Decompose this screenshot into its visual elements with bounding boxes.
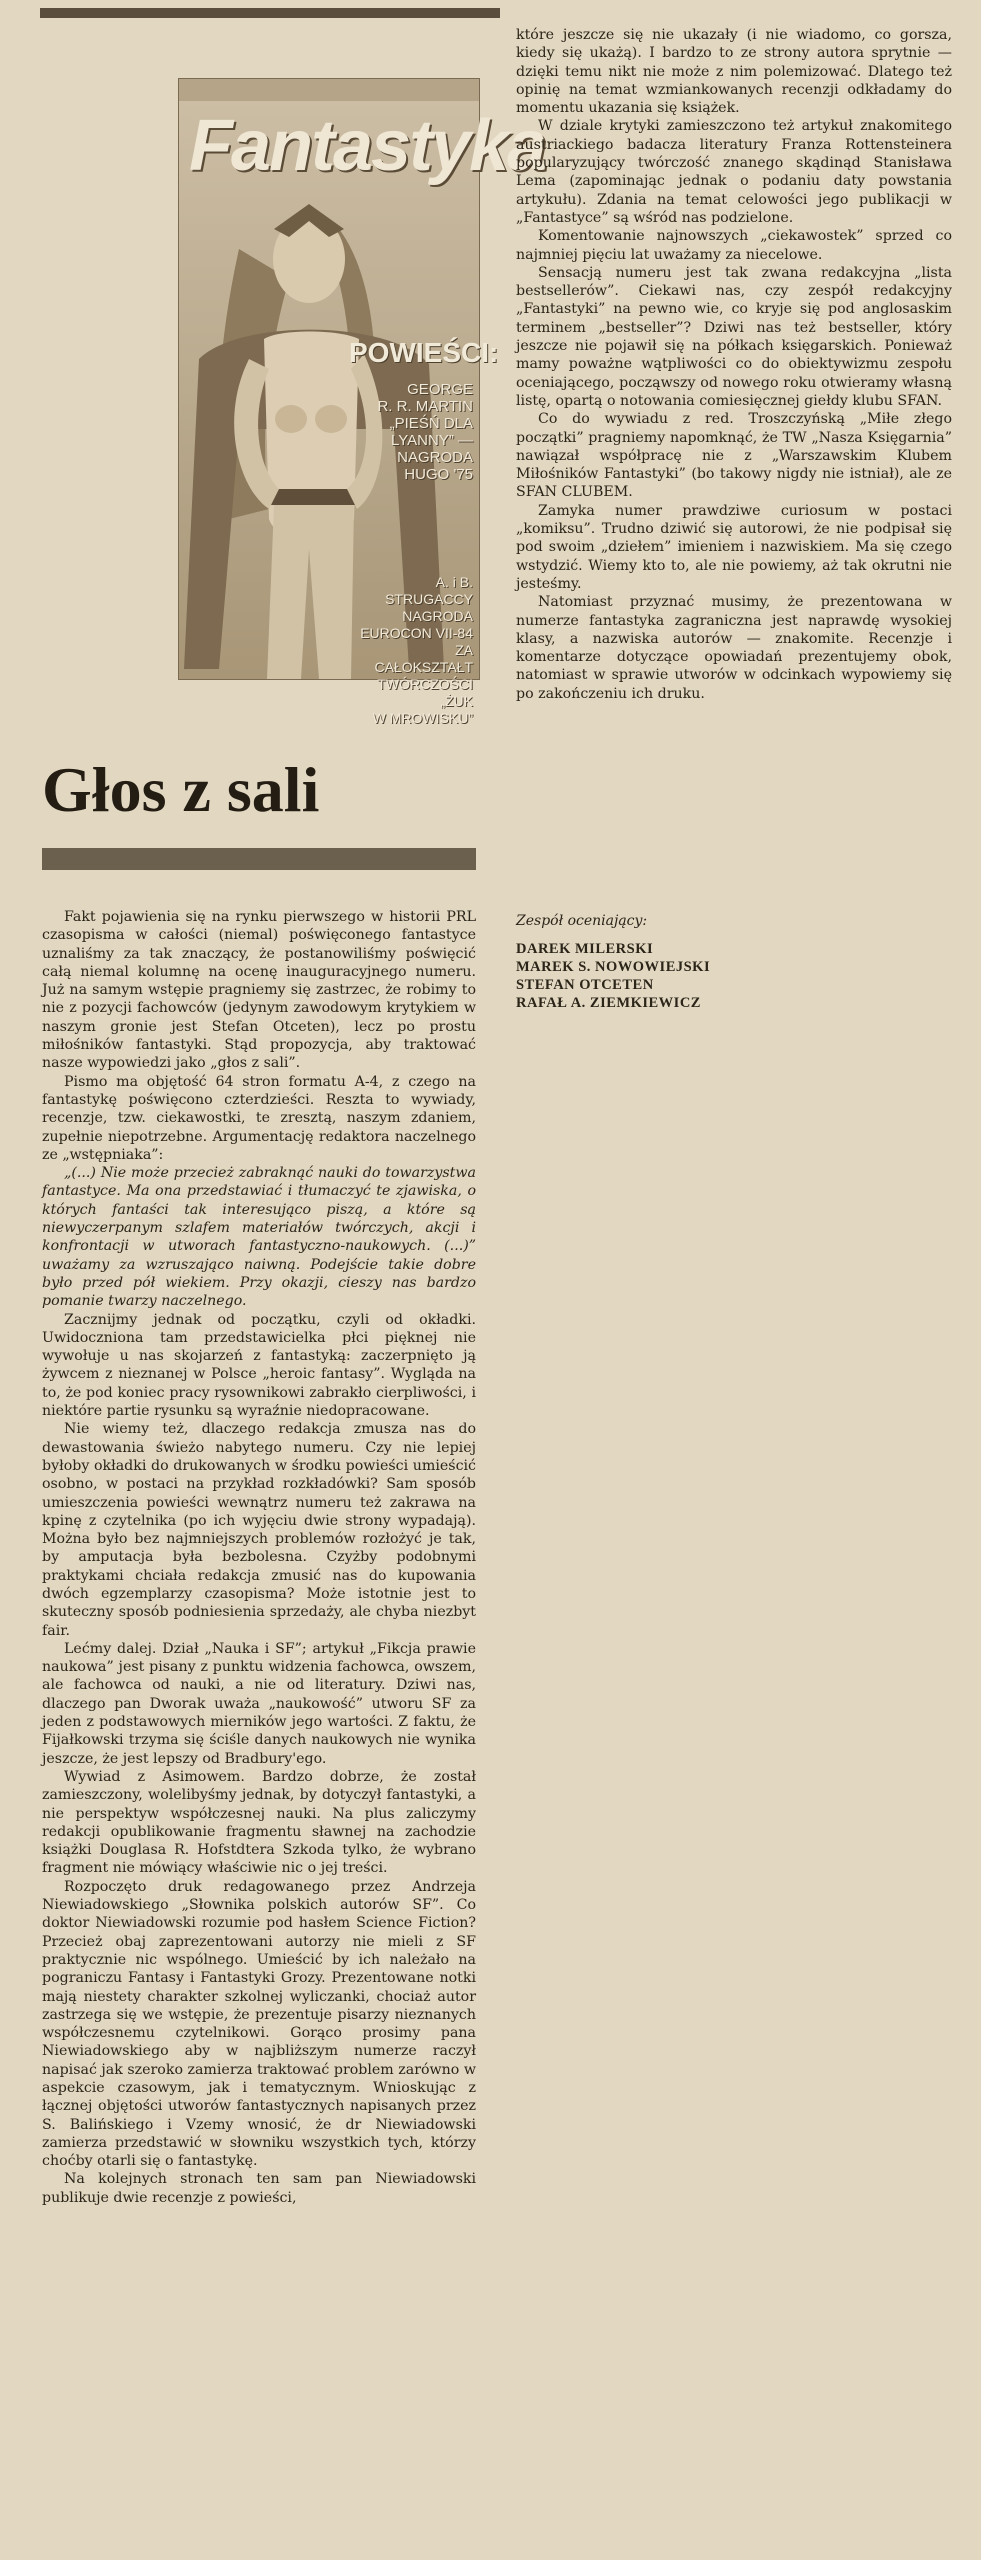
article-paragraph: Rozpoczęto druk redagowanego przez Andrzeja Niewiadowskiego „Słownika polskich autorów SF”. Co doktor Niewiadowski rozumie pod hasłem Science Fiction? Przecież obaj zaprezentowani autorzy nie mieli z SF praktycznie nic wspólnego. Umieścić by ich należało na pograniczu Fantasy i Fantastyki Grozy. Prezentowane notki mają niestety charakter szkolnej wyliczanki, chociaż autor zastrzega się we wstępie, że prezentuje pisarzy nieznanych współczesnemu czytelnikowi. Gorąco prosimy pana Niewiadowskiego aby w najbliższym numerze raczył napisać jak szeroko zamierza traktować problem zarówno w aspekcie czasowym, jak i tematycznym. Wnioskując z łącznej objętości utworów fantastycznych napisanych przez S. Balińskiego i Vzemy wnosić, że dr Niewiadowski zamierza przedstawić w słowniku wszystkich tych, którzy choćby otarli się o fantastykę. [42,1878,477,2170]
cover-story-line: W MROWISKU” [372,710,473,726]
cover-novel-line: LYANNY” — [391,432,473,449]
cover-story-credit [355,574,473,727]
article-paragraph: Nie wiemy też, dlaczego redakcja zmusza nas do dewastowania świeżo nabytego numeru. Czy nie lepiej byłoby okładki do drukowanych w środku powieści umieścić osobno, w postaci na przykład rozkładówki? Sam sposób umieszczenia powieści wewnątrz numeru też zakrawa na kpinę z czytelnika (po ich wyjęciu dwie strony wypadają). Można było bez najmniejszych problemów rozłożyć je tak, by amputacja była bezbolesna. Czyżby podobnymi praktykami chciała redakcja zmusić nas do kupowania dwóch egzemplarzy czasopisma? Może istotnie jest to skuteczny sposób podniesienia sprzedaży, ale chyba niezbyt fair. [42,1421,476,1639]
cover-novel-line: NAGRODA [397,449,473,466]
cover-story-line: ZA [455,642,473,658]
article-paragraph: Zacznijmy jednak od początku, czyli od okładki. Uwidoczniona tam przedstawicielka płci pięknej nie wywołuje u nas skojarzeń z fantastyką: zaczerpnięto ją żywcem z nieznanej w Polsce „heroic fantasy”. Wygląda na to, że pod koniec pracy rysownikowi zabrakło cierpliwości, i niektóre partie rysunku są wyraźnie niedopracowane. [42,1311,476,1420]
article-paragraph: Komentowanie najnowszych „ciekawostek” sprzed co najmniej pięciu lat uważamy za niecelowe. [516,228,952,263]
article-paragraph: Pismo ma objętość 64 stron formatu A-4, z czego na fantastykę poświęcono czterdzieści. Reszta to wywiady, recenzje, tzw. ciekawostki, te zresztą, naszym zdaniem, zupełnie niepotrzebne. Argumentację redaktora naczelnego ze „wstępniaka”: [42,1073,476,1163]
article-headline: Głos z sali [42,754,320,825]
article-body [42,908,476,2207]
cover-section-label: POWIEŚCI: [349,337,499,368]
article-paragraph: Na kolejnych stronach ten sam pan Niewiadowski publikuje dwie recenzje z powieści, [42,2171,476,2206]
cover-story-line: NAGRODA [402,608,473,624]
cover-story-line: STRUGACCY [385,591,473,607]
cover-novel-credit [357,381,473,483]
figure-chest-right [315,405,347,433]
cover-novel-line: R. R. MARTIN [377,398,473,415]
figure-legs [267,505,354,679]
figure-belt [271,489,357,505]
team-member: MAREK S. NOWOWIEJSKI [516,959,711,975]
article-paragraph: Fakt pojawienia się na rynku pierwszego w historii PRL czasopisma w całości (niemal) poświęconego fantastyce uznaliśmy za tak znaczący, że postanowiliśmy poświęcić całą niemal kolumnę na ocenę inauguracyjnego numeru. Już na samym wstępie pragniemy się zastrzec, że robimy to nie z pozycji fachowców (jedynym zawodowym krytykiem w naszym gronie jest Stefan Otceten), lecz po prostu miłośników fantastyki. Stąd propozycja, aby traktować nasze wypowiedzi jako „głos z sali”. [42,909,476,1072]
top-rule [40,8,500,18]
cover-story-line: CAŁOKSZTAŁT [374,659,473,675]
team-member: DAREK MILERSKI [516,941,654,957]
headline-rule [42,848,476,870]
figure-chest-left [275,405,307,433]
article-paragraph: Lećmy dalej. Dział „Nauka i SF”; artykuł „Fikcja prawie naukowa” jest pisany z punktu widzenia fachowca, owszem, ale fachowca od nauki, a nie od literatury. Dziwi nas, dlaczego pan Dworak uważa „naukowość” utworu SF za jeden z podstawowych mierników jego wartości. Z faktu, że Fijałkowski trzyma się ściśle danych naukowych nie wynika jeszcze, że jest lepszy od Bradbury'ego. [42,1640,476,1767]
cover-story-line: EUROCON VII-84 [360,625,473,641]
article-paragraph: Co do wywiadu z red. Troszczyńską „Miłe złego początki” pragniemy napomknąć, że TW „Nasza Księgarnia” nawiązał współpracę nie z „Warszawskim Klubem Miłośników Fantastyki” (bo takowy nigdy nie istniał), ale ze SFAN CLUBEM. [516,411,952,501]
cover-novel-line: GEORGE [407,381,473,398]
team-label: Zespół oceniający: [516,913,648,929]
magazine-cover [178,78,546,726]
cover-story-line: „ŻUK [440,693,473,709]
cover-story-line: A. i B. [435,574,473,590]
review-team [516,912,952,1012]
article-paragraph: które jeszcze się nie ukazały (i nie wiadomo, co gorsza, kiedy się ukażą). I bardzo to ze strony autora sprytnie — dzięki temu nikt nie może z nim polemizować. Dlatego też opinię na temat wzmiankowanych recenzji odkładamy do momentu ukazania się książek. [516,27,952,117]
cover-masthead: Fantastyka [189,106,546,186]
cover-novel-line: HUGO '75 [404,466,473,483]
article-paragraph: „(...) Nie może przecież zabraknąć nauki do towarzystwa fantastyce. Ma ona przedstawiać i tłumaczyć te zjawiska, o których fantaści tak interesująco piszą, a które są niewyczerpanym szlafem materiałów twórczych, akcji i konfrontacji w utworach fantastyczno-naukowych. (...)” uważamy za wzruszająco naiwną. Podejście takie dobre było przed pół wiekiem. Przy okazji, cieszy nas bardzo pomanie twarzy naczelnego. [42,1165,476,1310]
article-paragraph: Sensacją numeru jest tak zwana redakcyjna „lista bestsellerów”. Ciekawi nas, czy zespół redakcyjny „Fantastyki” na pewno wie, co kryje się pod anglosaskim terminem „bestseller”? Dziwi nas też bestseller, który jeszcze nie pojawił się na półkach księgarskich. Ponieważ mamy poważne wątpliwości co do obiektywizmu zespołu oceniającego, począwszy od nowego roku otwieramy własną listę, opartą o notowania comiesięcznej giełdy klubu SFAN. [516,264,952,409]
article-paragraph: Wywiad z Asimowem. Bardzo dobrze, że został zamieszczony, wolelibyśmy jednak, by dotyczył fantastyki, a nie perspektyw współczesnej nauki. Na plus zaliczymy redakcji opublikowanie fragmentu sławnej na zachodzie książki Douglasa R. Hofstdtera Szkoda tylko, że wybrano fragment nie mówiący właściwie nic o jej treści. [42,1768,476,1877]
team-member: RAFAŁ A. ZIEMKIEWICZ [516,995,701,1011]
cover-novel-line: „PIEŚŃ DLA [389,415,473,432]
article-paragraph: W dziale krytyki zamieszczono też artykuł znakomitego austriackiego badacza literatury Franza Rottensteinera popularyzujący twórczość znanego skądinąd Stanisława Lema (zapominając jednak o podaniu daty powstania artykułu). Zdania na temat celowości jego publikacji w „Fantastyce” są wśród nas podzielone. [516,118,952,226]
team-member: STEFAN OTCETEN [516,977,654,993]
article-paragraph: Natomiast przyznać musimy, że prezentowana w numerze fantastyka zagraniczna jest naprawdę wysokiej klasy, a nazwiska autorów — znakomite. Recenzje i komentarze dotyczące opowiadań prezentujemy obok, natomiast w sprawie utworów w odcinkach wypowiemy się po zakończeniu ich druku. [516,594,952,702]
cover-top-strip [179,79,479,101]
right-column [516,26,952,703]
article-paragraph: Zamyka numer prawdziwe curiosum w postaci „komiksu”. Trudno dziwić się autorowi, że nie podpisał się pod swoim „dziełem” imieniem i nazwiskiem. Ma się czego wstydzić. Wiemy kto to, ale nie powiemy, aż tak okrutni nie jesteśmy. [516,502,952,592]
cover-story-line: TWÓRCZOŚCI [377,676,473,692]
